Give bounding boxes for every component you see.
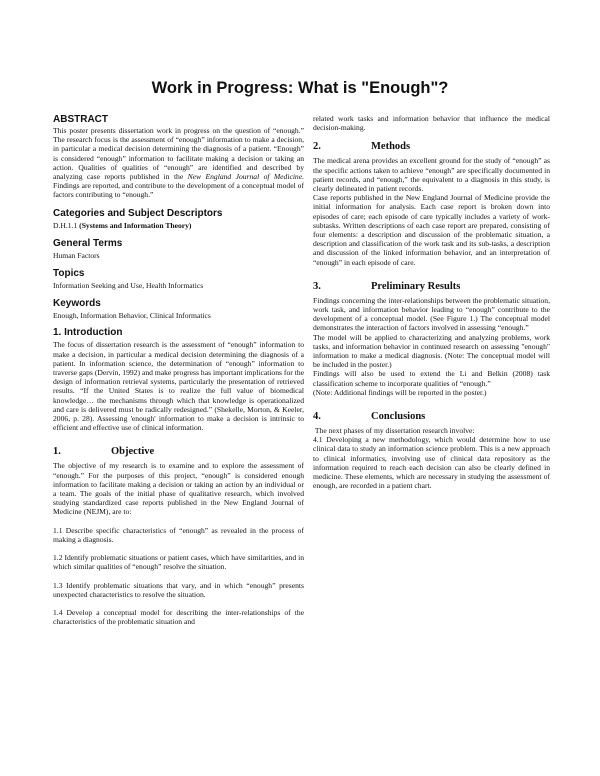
categories-text: D.H.1.1 (Systems and Information Theory) bbox=[53, 220, 192, 230]
results-paragraph: Findings will also be used to extend the Li and Belkin (2008) task classification scheme to incorporate qualities of “enough.” bbox=[313, 369, 550, 388]
introduction-text: The focus of dissertation research is the assessment of “enough” information to make a decision, in particular a medical decision determining the diagnosis of a patient. In information science, the determination of “enough” information to traverse gaps (Dervin, 1992) and make progress has important implications for the design of information retrieval systems, particularly the presentation of retrieved results. “If the United States is to realize the full value of biomedical knowledge… the mechanisms through which that knowledge is operationalized and care is delivered must be radically redesigned.” (Shekelle, Morton, & Keeler, 2006, p. 28). Assessing 'enough' information to make a decision is intrinsic to efficient and effective use of clinical information. bbox=[53, 340, 304, 433]
keywords-heading: Keywords bbox=[53, 298, 101, 310]
results-heading: 3. Preliminary Results bbox=[313, 280, 461, 292]
methods-paragraph: Case reports published in the New England Journal of Medicine provide the initial information for analysis. Each case report is broken down into episodes of care; each episode of care typically includes a variety of work-subtasks. Written descriptions of each case report are prepared, consisting of four elements: a description and discussion of the problematic situation, a description and classification of the work task and its sub-tasks, a description and discussion of the linked information behavior, and an interpretation of “enough” in each episode of care. bbox=[313, 193, 550, 267]
conclusions-heading: 4. Conclusions bbox=[313, 411, 426, 423]
abstract-text: This poster presents dissertation work in progress on the question of “enough.” The research focus is the assessment of “enough” information to make a decision, in particular a medical decision determining the diagnosis of a patient. “Enough” is considered “enough” information to facilitate making a decision or taking an action. Qualities of qualities of “enough” are identified and described by analyzing case reports published in the New England Journal of Medicine. Findings are reported, and contribute to the development of a conceptual model of factors contributing to “enough.” bbox=[53, 126, 304, 200]
general-terms-heading: General Terms bbox=[53, 237, 123, 249]
paper-title: Work in Progress: What is "Enough"? bbox=[151, 79, 449, 97]
left-column bbox=[53, 114, 304, 626]
results-paragraph: (Note: Additional findings will be reported in the poster.) bbox=[313, 387, 487, 397]
topics-heading: Topics bbox=[53, 268, 85, 280]
methods-paragraph: The medical arena provides an excellent ground for the study of “enough” as the specific actions taken to achieve “enough” are specifically documented in patient records, and “enough,” the equivalent to a diagnosis in this study, is clearly delineated in patient records. bbox=[313, 156, 550, 194]
categories-heading: Categories and Subject Descriptors bbox=[53, 207, 223, 219]
right-column bbox=[313, 114, 550, 491]
conclusions-paragraph: 4.1 Developing a new methodology, which would determine how to use clinical data to study an information science problem. This is a new approach to clinical informatics, involving use of clinical data repository as the information required to reach each decision can also be clearly defined in medicine. These elements, which are necessary in studying the assessment of enough, are recorded in a patient chart. bbox=[313, 435, 550, 491]
objective-continuation: related work tasks and information behavior that influence the medical decision-making. bbox=[313, 114, 550, 133]
results-paragraph: Findings concerning the inter-relationships between the problematic situation, work task, and information behavior leading to “enough” contribute to the development of a conceptual model. (See Figure 1.) The conceptual model demonstrates the interaction of factors involved in assessing “enough.” bbox=[313, 295, 550, 333]
objective-item: 1.4 Develop a conceptual model for describing the inter-relationships of the characteristics of the problematic situation and bbox=[53, 607, 304, 627]
introduction-heading: 1. Introduction bbox=[53, 327, 123, 339]
methods-heading: 2. Methods bbox=[313, 141, 411, 153]
abstract-heading: ABSTRACT bbox=[53, 114, 108, 125]
objective-item: 1.1 Describe specific characteristics of “enough” as revealed in the process of making a diagnosis. bbox=[53, 525, 304, 544]
objective-heading: 1. Objective bbox=[53, 446, 155, 458]
keywords-text: Enough, Information Behavior, Clinical Informatics bbox=[53, 311, 211, 321]
topics-text: Information Seeking and Use, Health Informatics bbox=[53, 281, 204, 291]
conclusions-paragraph: The next phases of my dissertation research involve: bbox=[313, 426, 475, 436]
objective-text: The objective of my research is to examine and to explore the assessment of “enough.” For the purposes of this project, “enough” is considered enough information to facilitate making a decision or taking an action by an individual or a team. The goals of the initial phase of qualitative research, which involved studying standardized case reports published in the New England Journal of Medicine (NEJM), are to: bbox=[53, 461, 304, 517]
general-terms-text: Human Factors bbox=[53, 250, 100, 260]
objective-item: 1.3 Identify problematic situations that vary, and in which “enough” presents unexpected characteristics to resolve the situation. bbox=[53, 580, 304, 599]
results-paragraph: The model will be applied to characterizing and analyzing problems, work tasks, and information behavior in continued research on assessing "enough" information to make a medical diagnosis. (Note: The conceptual model will be included in the poster.) bbox=[313, 332, 550, 370]
objective-item: 1.2 Identify problematic situations or patient cases, which have similarities, and in which similar qualities of “enough” resolve the situation. bbox=[53, 553, 304, 572]
